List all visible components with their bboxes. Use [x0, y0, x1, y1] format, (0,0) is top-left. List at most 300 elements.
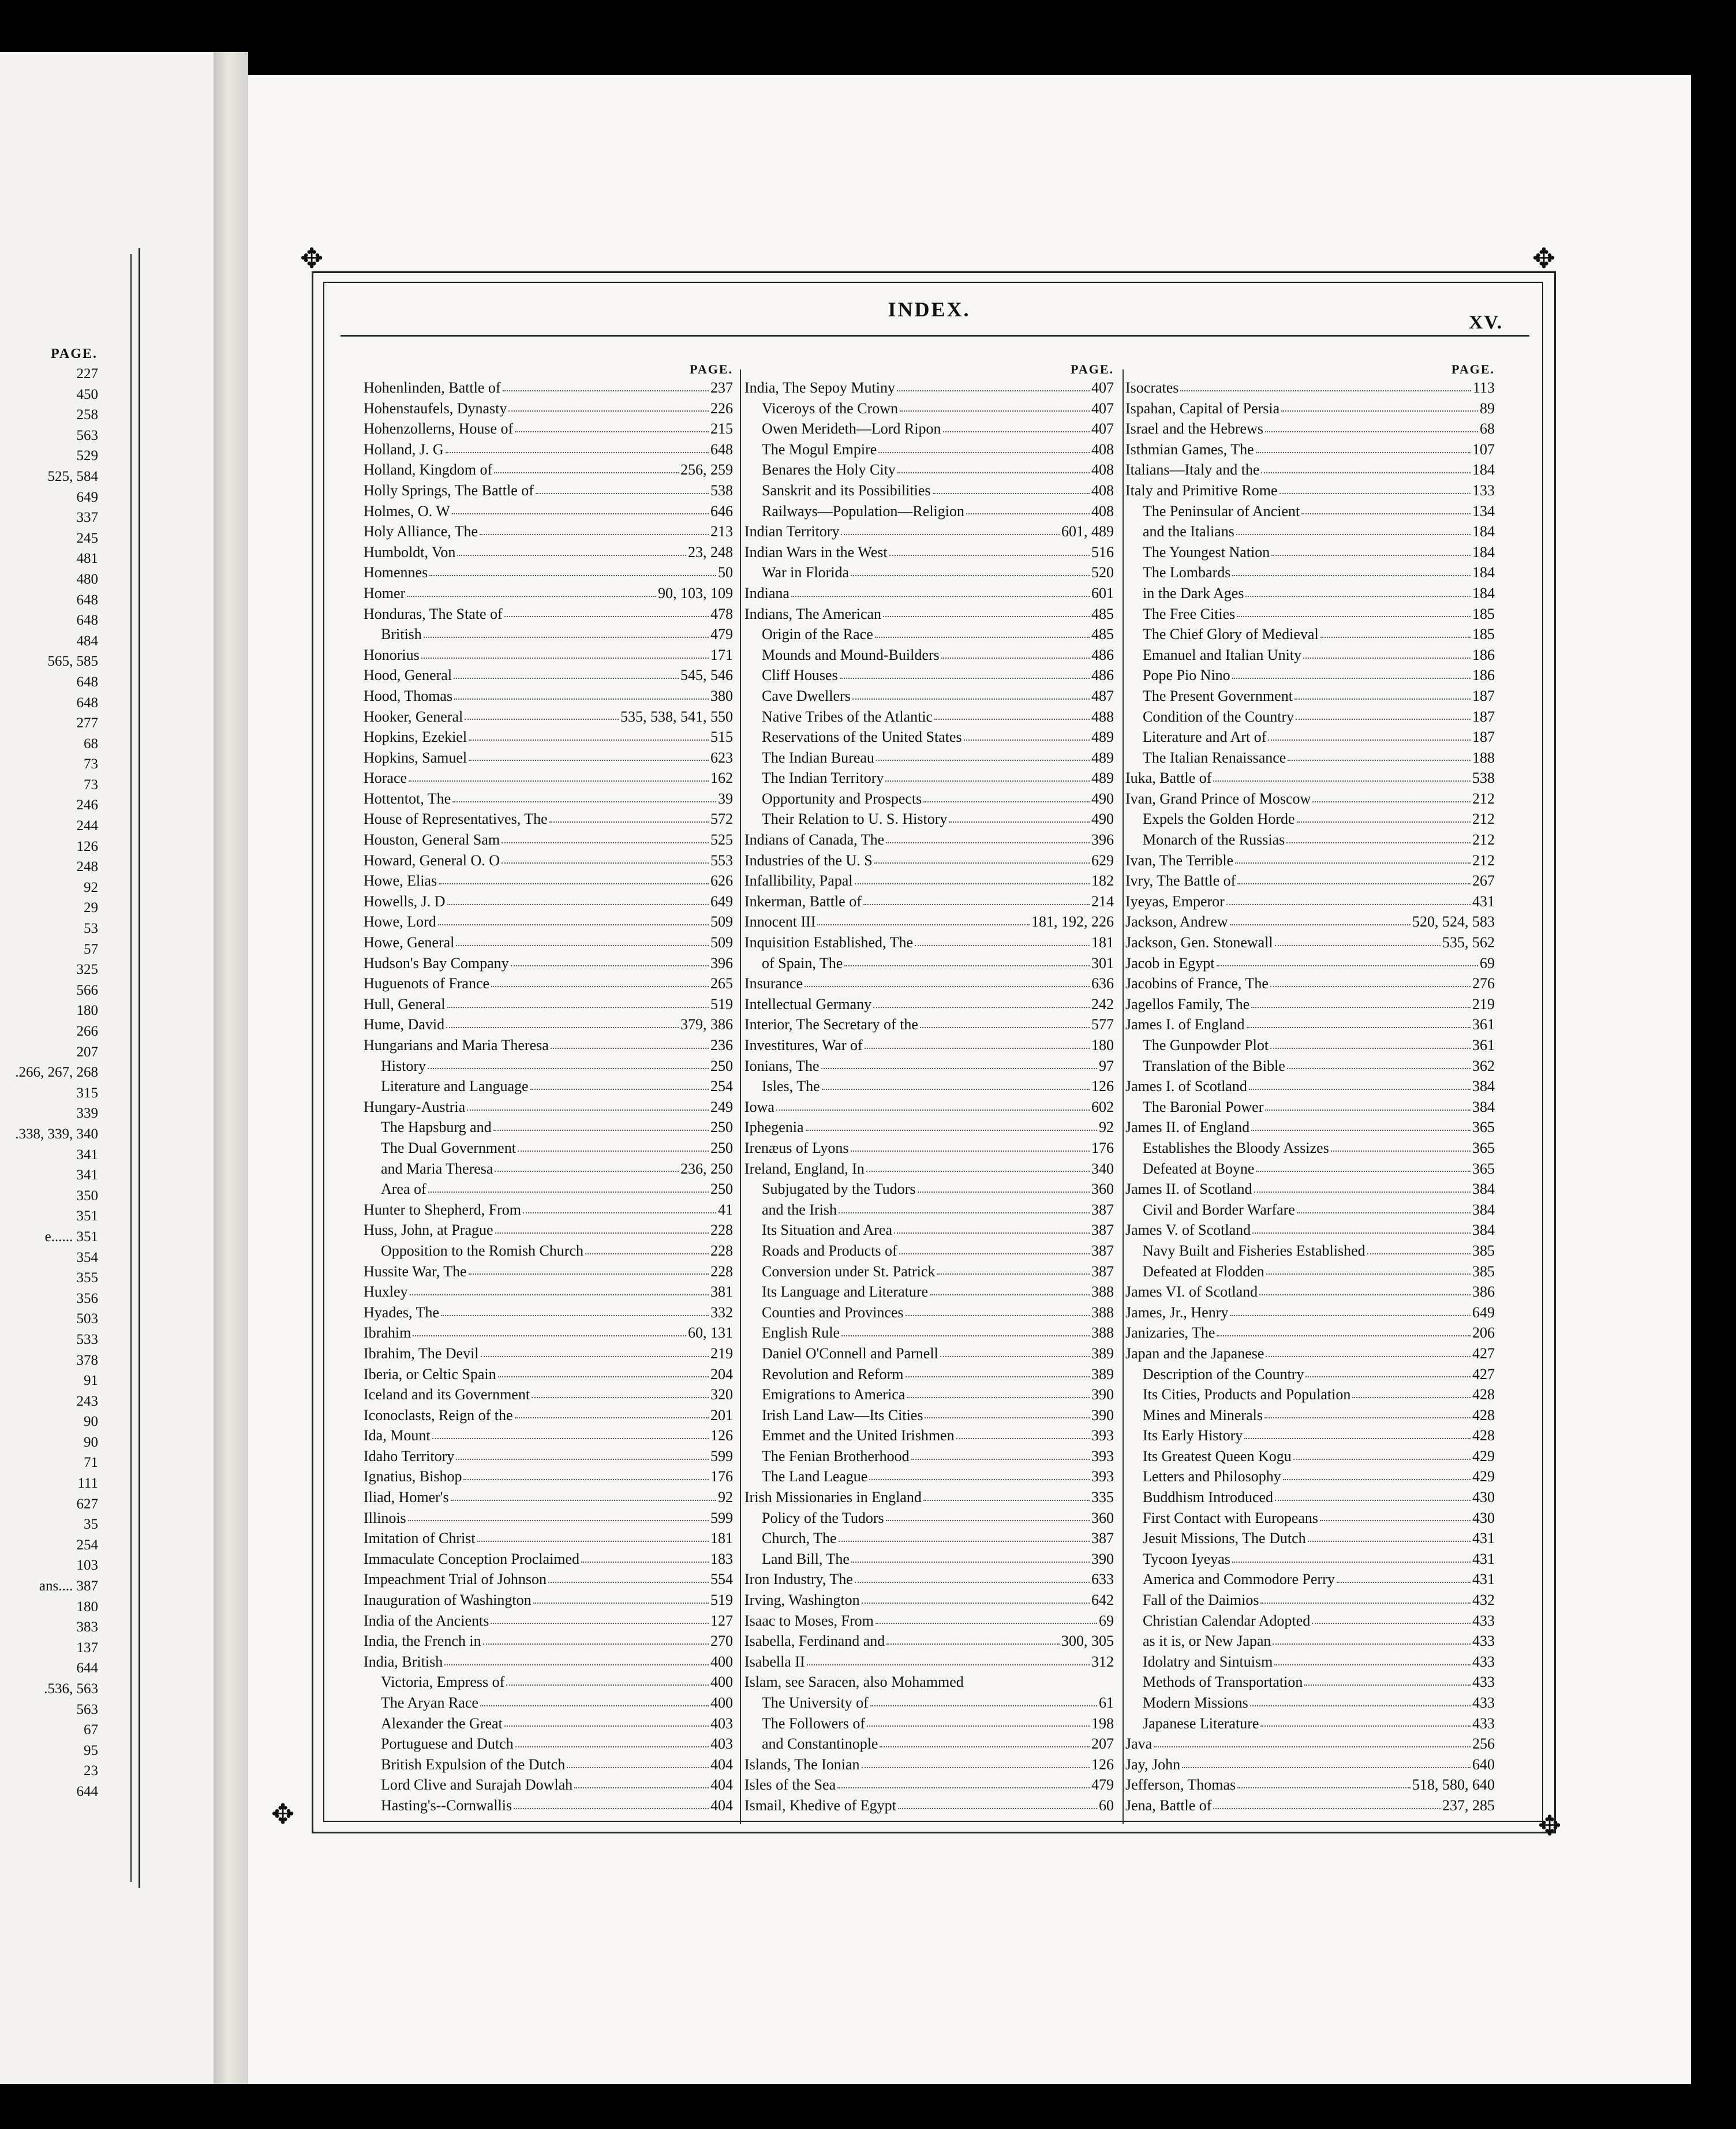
index-entry-text: Ibrahim, The Devil: [364, 1344, 479, 1362]
index-entry-page: 267: [1472, 872, 1495, 890]
index-entry-page: 572: [710, 810, 733, 828]
index-entry-text: Infallibility, Papal: [744, 872, 853, 890]
index-entry: [364, 973, 733, 994]
index-entry-page: 640: [1472, 1756, 1495, 1773]
index-entry-page: 69: [1480, 954, 1495, 972]
dot-leader: [807, 1659, 1090, 1665]
dot-leader: [502, 857, 709, 864]
index-entry: [1125, 1713, 1495, 1734]
dot-leader: [1293, 1453, 1471, 1460]
index-entry-text: Railways—Population—Religion: [762, 502, 964, 520]
left-page-entry: 207: [76, 1044, 98, 1060]
index-entry-text: Irenæus of Lyons: [744, 1139, 849, 1156]
index-entry-page: 219: [710, 1344, 733, 1362]
dot-leader: [444, 1659, 709, 1665]
index-entry: [364, 953, 733, 974]
index-entry-page: 479: [1091, 1776, 1114, 1794]
dot-leader: [878, 446, 1090, 453]
index-entry: [364, 583, 733, 604]
index-entry-page: 433: [1472, 1694, 1495, 1711]
index-entry: [1125, 1241, 1495, 1261]
index-entry: [364, 542, 733, 563]
dot-leader: [446, 446, 709, 453]
dot-leader: [875, 631, 1090, 638]
dot-leader: [1213, 1802, 1441, 1809]
dot-leader: [851, 1145, 1090, 1152]
index-entry-page: 518, 580, 640: [1412, 1776, 1495, 1794]
left-page-entry: 67: [84, 1722, 98, 1738]
dot-leader: [424, 631, 709, 638]
index-entry: [1125, 1795, 1495, 1816]
index-entry-page: 187: [1472, 729, 1495, 746]
dot-leader: [1265, 1104, 1471, 1111]
dot-leader: [1226, 898, 1471, 905]
index-entry-page: 256: [1472, 1735, 1495, 1753]
dot-leader: [508, 405, 709, 412]
index-entry-page: 186: [1472, 646, 1495, 663]
index-entry-text: Holland, J. G: [364, 440, 444, 458]
column-page-header: PAGE.: [1451, 362, 1495, 376]
index-entry-page: 204: [710, 1365, 733, 1383]
index-entry-page: 360: [1091, 1509, 1114, 1526]
index-entry-text: James I. of England: [1125, 1016, 1245, 1033]
dot-leader: [432, 1432, 709, 1439]
index-entry-text: Hopkins, Ezekiel: [364, 729, 467, 746]
index-entry-text: Emmet and the United Irishmen: [762, 1427, 955, 1444]
dot-leader: [533, 1597, 709, 1604]
dot-leader: [1352, 1391, 1471, 1398]
dot-leader: [1232, 672, 1471, 679]
index-entry-text: Its Early History: [1143, 1427, 1243, 1444]
index-entry-page: 228: [710, 1222, 733, 1239]
dot-leader: [1312, 1617, 1471, 1624]
index-entry-page: 127: [710, 1612, 733, 1629]
index-entry-page: 362: [1472, 1057, 1495, 1074]
dot-leader: [869, 1473, 1090, 1480]
index-entry-page: 340: [1091, 1160, 1114, 1177]
index-entry-page: 50: [718, 564, 733, 581]
index-entry-page: 389: [1091, 1365, 1114, 1383]
index-entry: [364, 521, 733, 542]
index-entry-text: Hyades, The: [364, 1303, 439, 1321]
index-entry-page: 601: [1091, 584, 1114, 602]
dot-leader: [822, 1083, 1090, 1090]
index-entry-text: Area of: [381, 1181, 426, 1198]
dot-leader: [446, 1021, 679, 1028]
index-entry-page: 384: [1472, 1098, 1495, 1115]
index-entry-text: Indians, The American: [744, 605, 882, 622]
index-entry-page: 432: [1472, 1592, 1495, 1609]
index-entry-page: 403: [710, 1735, 733, 1753]
left-page-entry: 95: [84, 1742, 98, 1758]
dot-leader: [1270, 980, 1471, 987]
index-entry-page: 162: [710, 770, 733, 787]
dot-leader: [886, 1638, 1060, 1645]
left-page: [0, 52, 214, 2084]
index-entry-page: 648: [710, 440, 733, 458]
dot-leader: [495, 1165, 679, 1172]
index-entry-text: Its Greatest Queen Kogu: [1143, 1447, 1292, 1465]
left-page-entry: 484: [76, 633, 98, 649]
left-page-entry: 480: [76, 571, 98, 587]
index-entry-text: The Gunpowder Plot: [1143, 1037, 1269, 1054]
left-page-entry: 565, 585: [47, 653, 98, 670]
index-entry: [744, 542, 1114, 563]
index-entry: [1125, 1466, 1495, 1487]
index-entry-page: 107: [1472, 440, 1495, 458]
index-entry-page: 433: [1472, 1653, 1495, 1670]
index-entry-page: 187: [1472, 687, 1495, 704]
index-entry-text: Insurance: [744, 975, 803, 992]
index-entry-text: Jena, Battle of: [1125, 1796, 1212, 1814]
index-entry-text: Establishes the Bloody Assizes: [1143, 1139, 1329, 1156]
index-entry: [364, 665, 733, 686]
dot-leader: [454, 672, 679, 679]
dot-leader: [897, 466, 1090, 473]
index-entry: [1125, 1035, 1495, 1056]
index-entry: [1125, 562, 1495, 583]
index-entry: [364, 1179, 733, 1200]
index-entry-text: Methods of Transportation: [1143, 1674, 1303, 1691]
dot-leader: [1297, 816, 1471, 823]
dot-leader: [1367, 1247, 1471, 1254]
index-entry-page: 554: [710, 1571, 733, 1588]
index-entry-text: Hungarians and Maria Theresa: [364, 1037, 549, 1054]
index-entry-text: House of Representatives, The: [364, 810, 548, 828]
index-entry-page: 509: [710, 913, 733, 931]
dot-leader: [428, 1062, 709, 1069]
dot-leader: [966, 507, 1090, 514]
dot-leader: [841, 528, 1060, 535]
index-entry: [364, 1405, 733, 1426]
index-entry-text: Defeated at Flodden: [1143, 1263, 1264, 1280]
index-entry: [744, 1508, 1114, 1529]
dot-leader: [940, 1350, 1090, 1357]
index-entry-text: Huxley: [364, 1283, 408, 1301]
index-entry: [364, 1693, 733, 1713]
index-entry-page: 429: [1472, 1447, 1495, 1465]
index-entry: [744, 1672, 1114, 1693]
index-entry-page: 515: [710, 729, 733, 746]
dot-leader: [1180, 384, 1471, 391]
index-entry-text: The Youngest Nation: [1143, 543, 1270, 561]
index-entry-page: 390: [1091, 1550, 1114, 1567]
index-entry-page: 250: [710, 1057, 733, 1074]
index-entry-text: Islam, see Saracen, also Mohammed: [744, 1674, 964, 1691]
index-entry: [364, 768, 733, 789]
index-entry-page: 407: [1091, 379, 1114, 396]
index-entry-text: Expels the Golden Horde: [1143, 810, 1295, 828]
index-entry-text: Hungary-Austria: [364, 1098, 466, 1115]
index-entry-page: 388: [1091, 1303, 1114, 1321]
index-entry-text: Hasting's--Cornwallis: [381, 1796, 512, 1814]
index-entry-page: 408: [1091, 481, 1114, 499]
index-entry: [744, 871, 1114, 891]
index-entry: [364, 1364, 733, 1385]
left-page-entry: 137: [76, 1639, 98, 1656]
index-entry-page: 385: [1472, 1242, 1495, 1259]
dot-leader: [503, 384, 709, 391]
index-entry-page: 646: [710, 502, 733, 520]
index-entry-page: 431: [1472, 1571, 1495, 1588]
index-entry-page: 525: [710, 831, 733, 849]
index-entry-page: 430: [1472, 1509, 1495, 1526]
dot-leader: [511, 959, 709, 966]
index-entry-text: Hull, General: [364, 995, 446, 1013]
index-entry-text: Mounds and Mound-Builders: [762, 646, 940, 663]
index-entry: [1125, 1631, 1495, 1652]
index-entry-page: 388: [1091, 1324, 1114, 1342]
index-entry-text: Intellectual Germany: [744, 995, 872, 1013]
index-entry-page: 430: [1472, 1489, 1495, 1506]
index-entry: [744, 1159, 1114, 1179]
index-entry: [364, 994, 733, 1015]
dot-leader: [504, 1720, 709, 1727]
index-entry: [1125, 891, 1495, 912]
index-entry-page: 429: [1472, 1468, 1495, 1485]
dot-leader: [1260, 1720, 1471, 1727]
dot-leader: [447, 898, 709, 905]
index-entry-page: 212: [1472, 831, 1495, 849]
index-entry: [364, 686, 733, 707]
left-page-entry: 450: [76, 386, 98, 402]
index-entry-page: 407: [1091, 399, 1114, 417]
index-entry-text: and Maria Theresa: [381, 1160, 493, 1177]
index-entry: [1125, 953, 1495, 974]
index-entry: [744, 789, 1114, 809]
left-page-entry: 258: [76, 407, 98, 423]
index-entry: [744, 686, 1114, 707]
index-entry-text: Daniel O'Connell and Parnell: [762, 1344, 938, 1362]
index-entry: [1125, 871, 1495, 891]
index-entry: [744, 521, 1114, 542]
index-entry-text: Interior, The Secretary of the: [744, 1016, 918, 1033]
dot-leader: [839, 1207, 1090, 1213]
index-entry-page: 649: [710, 892, 733, 910]
left-page-entry: .266, 267, 268: [15, 1064, 98, 1081]
index-entry-page: 428: [1472, 1427, 1495, 1444]
index-entry: [744, 1795, 1114, 1816]
index-entry: [744, 932, 1114, 953]
dot-leader: [467, 1104, 709, 1111]
index-entry-page: 404: [710, 1776, 733, 1794]
index-entry-page: 487: [1091, 687, 1114, 704]
index-entry-page: 300, 305: [1061, 1633, 1114, 1650]
left-page-entry: 356: [76, 1290, 98, 1306]
index-entry: [364, 378, 733, 398]
index-entry-page: 538: [710, 481, 733, 499]
index-entry: [1125, 1754, 1495, 1775]
index-entry-text: and the Italians: [1143, 523, 1234, 540]
index-entry-page: 213: [710, 523, 733, 540]
index-entry-text: Java: [1125, 1735, 1153, 1753]
index-entry: [744, 604, 1114, 625]
dot-leader: [515, 1411, 709, 1418]
index-entry-text: Its Language and Literature: [762, 1283, 929, 1301]
index-entry: [744, 460, 1114, 480]
index-entry-page: 89: [1480, 399, 1495, 417]
index-entry-text: Lord Clive and Surajah Dowlah: [381, 1776, 573, 1794]
index-entry: [744, 562, 1114, 583]
index-entry-page: 629: [1091, 851, 1114, 869]
dot-leader: [886, 1514, 1090, 1521]
index-entry-page: 535, 562: [1442, 934, 1495, 951]
header-rule: [341, 335, 1529, 337]
left-page-entry: 266: [76, 1024, 98, 1039]
dot-leader: [1232, 569, 1471, 576]
index-entry-page: 184: [1472, 584, 1495, 602]
index-entry-text: Irish Land Law—Its Cities: [762, 1406, 923, 1424]
dot-leader: [941, 652, 1090, 659]
index-entry-text: The Baronial Power: [1143, 1098, 1264, 1115]
index-entry: [1125, 912, 1495, 932]
index-entry: [1125, 645, 1495, 666]
index-entry-text: The Italian Renaissance: [1143, 749, 1286, 766]
index-entry-text: History: [381, 1057, 426, 1074]
index-entry: [1125, 398, 1495, 419]
index-entry-text: and the Irish: [762, 1201, 837, 1218]
index-entry-page: 431: [1472, 892, 1495, 910]
index-entry-text: Cave Dwellers: [762, 687, 851, 704]
index-entry: [744, 1302, 1114, 1323]
index-entry-page: 485: [1091, 605, 1114, 622]
index-entry-text: Sanskrit and its Possibilities: [762, 481, 931, 499]
dot-leader: [454, 693, 709, 700]
index-entry-page: 490: [1091, 810, 1114, 828]
index-column-1: [364, 364, 733, 1816]
left-page-entry: 525, 584: [47, 468, 98, 484]
index-entry: [744, 953, 1114, 974]
index-entry: [744, 850, 1114, 871]
index-entry: [364, 562, 733, 583]
index-entry: [1125, 1405, 1495, 1426]
index-entry-text: Policy of the Tudors: [762, 1509, 884, 1526]
index-entry-page: 433: [1472, 1674, 1495, 1691]
dot-leader: [1320, 631, 1471, 638]
index-entry: [744, 1241, 1114, 1261]
dot-leader: [536, 487, 709, 494]
dot-leader: [465, 713, 619, 720]
index-entry-page: 237, 285: [1442, 1796, 1495, 1814]
index-entry-text: Modern Missions: [1143, 1694, 1248, 1711]
index-entry-text: Hudson's Bay Company: [364, 954, 509, 972]
dot-leader: [874, 857, 1090, 864]
left-page-entry: e...... 351: [44, 1228, 98, 1245]
dot-leader: [863, 898, 1090, 905]
index-entry: [1125, 707, 1495, 727]
index-entry-text: Emanuel and Italian Unity: [1143, 646, 1302, 663]
index-entry-text: Howells, J. D: [364, 892, 446, 910]
dot-leader: [493, 1124, 709, 1131]
index-entry: [1125, 1056, 1495, 1077]
left-page-entry: 92: [84, 879, 98, 895]
index-entry: [364, 1754, 733, 1775]
index-entry-page: 181, 192, 226: [1031, 913, 1114, 931]
dot-leader: [1232, 1556, 1471, 1563]
dot-leader: [867, 1720, 1090, 1727]
index-entry-text: Literature and Art of: [1143, 729, 1267, 746]
index-entry: [744, 1734, 1114, 1754]
left-page-entry: 383: [76, 1619, 98, 1635]
index-entry-page: 365: [1472, 1119, 1495, 1136]
index-entry-page: 577: [1091, 1016, 1114, 1033]
index-entry-page: 384: [1472, 1181, 1495, 1198]
index-entry-text: Ida, Mount: [364, 1427, 431, 1444]
book-gutter: [214, 52, 248, 2084]
left-page-entry: 29: [84, 900, 98, 916]
index-entry-text: Howe, Elias: [364, 872, 437, 890]
dot-leader: [1254, 1186, 1471, 1193]
index-entry: [1125, 1014, 1495, 1035]
dot-leader: [504, 610, 709, 617]
index-entry-page: 365: [1472, 1160, 1495, 1177]
left-page-entry: 503: [76, 1311, 98, 1327]
index-entry-text: James II. of Scotland: [1125, 1181, 1252, 1198]
dot-leader: [839, 1535, 1090, 1542]
index-entry: [744, 1466, 1114, 1487]
index-entry-page: 187: [1472, 708, 1495, 725]
dot-leader: [1308, 1535, 1471, 1542]
dot-leader: [567, 1761, 709, 1768]
dot-leader: [943, 425, 1090, 432]
index-entry-text: Ivry, The Battle of: [1125, 872, 1236, 890]
index-entry-text: Janizaries, The: [1125, 1324, 1215, 1342]
index-entry: [364, 645, 733, 666]
dot-leader: [1274, 1659, 1471, 1665]
index-entry-page: 387: [1091, 1530, 1114, 1547]
left-page-entry: 68: [84, 735, 98, 752]
index-entry: [1125, 1323, 1495, 1343]
index-entry: [744, 1220, 1114, 1241]
index-entry-text: India, British: [364, 1653, 443, 1670]
index-entry-text: Idaho Territory: [364, 1447, 455, 1465]
index-entry-page: 485: [1091, 626, 1114, 643]
index-entry: [364, 1035, 733, 1056]
dot-leader: [1283, 1473, 1471, 1480]
index-entry-text: James, Jr., Henry: [1125, 1303, 1229, 1321]
left-page-entry: ans.... 387: [39, 1578, 98, 1594]
index-entry-text: Holland, Kingdom of: [364, 461, 493, 479]
index-entry-page: 250: [710, 1119, 733, 1136]
left-page-entry: 90: [84, 1414, 98, 1430]
index-entry-page: 126: [1091, 1078, 1114, 1095]
index-entry-page: 486: [1091, 646, 1114, 663]
index-entry: [1125, 1384, 1495, 1405]
index-entry: [744, 1754, 1114, 1775]
dot-leader: [915, 939, 1090, 946]
dot-leader: [907, 1391, 1090, 1398]
index-entry: [1125, 1302, 1495, 1323]
dot-leader: [906, 1370, 1090, 1377]
index-entry-text: America and Commodore Perry: [1143, 1571, 1335, 1588]
index-entry-text: Buddhism Introduced: [1143, 1489, 1274, 1506]
dot-leader: [1273, 1638, 1471, 1645]
index-entry-text: Mines and Minerals: [1143, 1406, 1263, 1424]
index-entry-text: Revolution and Reform: [762, 1365, 904, 1383]
index-entry-text: British: [381, 626, 422, 643]
dot-leader: [441, 1309, 709, 1316]
left-page-entry: 649: [76, 489, 98, 505]
index-entry-page: 184: [1472, 543, 1495, 561]
index-entry-page: 185: [1472, 626, 1495, 643]
index-entry-page: 387: [1091, 1242, 1114, 1259]
dot-leader: [439, 877, 709, 884]
dot-leader: [870, 1700, 1097, 1706]
index-entry: [364, 501, 733, 522]
dot-leader: [855, 877, 1090, 884]
index-entry-text: Condition of the Country: [1143, 708, 1294, 725]
left-page-entry: 180: [76, 1003, 98, 1019]
